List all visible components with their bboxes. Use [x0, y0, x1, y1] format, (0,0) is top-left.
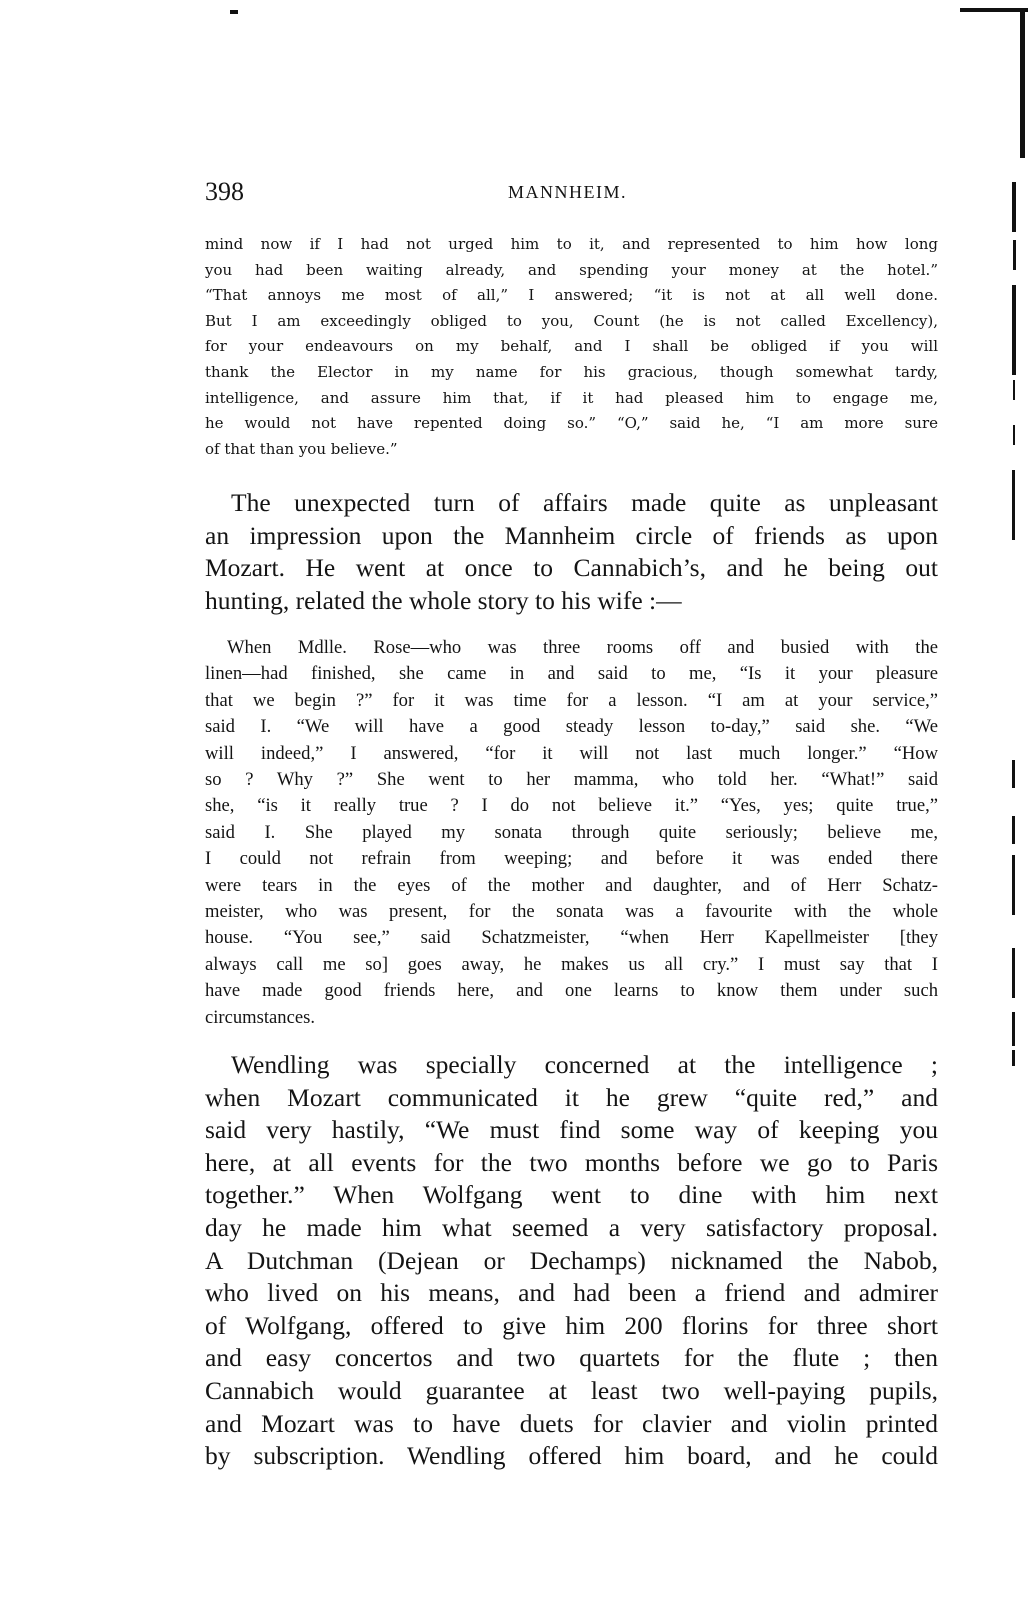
text-line: When Mdlle. Rose—who was three rooms off and busied with the: [227, 637, 938, 658]
text-line: house. “You see,” said Schatzmeister, “when Herr Kapellmeister [they: [205, 927, 938, 949]
text-line: hunting, related the whole story to his wife :—: [205, 585, 682, 615]
text-line: you had been waiting already, and spending your money at the hotel.”: [205, 260, 938, 279]
text-line: intelligence, and assure him that, if it had pleased him to engage me,: [205, 388, 938, 407]
text-line: said I. “We will have a good steady lesson to-day,” said she. “We: [205, 716, 938, 738]
text-line: will indeed,” I answered, “for it will not last much longer.” “How: [205, 742, 938, 764]
scan-edge-line-12: [1012, 1050, 1015, 1066]
body-paragraph-bottom: [205, 1049, 938, 1473]
scan-edge-corner-vertical: [1020, 8, 1025, 158]
text-line: that we begin ?” for it was time for a lesson. “I am at your service,”: [205, 689, 938, 711]
body-paragraph-middle: [205, 487, 938, 617]
text-line: of that than you believe.”: [205, 439, 398, 458]
text-line: Wendling was specially concerned at the intelligence ;: [231, 1050, 938, 1079]
quote-block-letter: [205, 635, 938, 1031]
text-line: “That annoys me most of all,” I answered; “it is not at all well done.: [205, 286, 938, 305]
text-line: said very hastily, “We must find some way of keeping you: [205, 1115, 938, 1145]
scan-edge-line-3: [1012, 285, 1016, 375]
page-number: 398: [205, 177, 244, 206]
text-line: and Mozart was to have duets for clavier and violin printed: [205, 1408, 938, 1438]
text-line: so ? Why ?” She went to her mamma, who told her. “What!” said: [205, 769, 938, 791]
text-line: circumstances.: [205, 1006, 315, 1028]
text-line: mind now if I had not urged him to it, and represented to him how long: [205, 235, 938, 253]
text-line: and easy concertos and two quartets for the flute ; then: [205, 1343, 938, 1373]
text-line: by subscription. Wendling offered him board, and he could: [205, 1441, 938, 1471]
text-line: Cannabich would guarantee at least two well-paying pupils,: [205, 1375, 938, 1405]
scan-edge-line-2: [1013, 240, 1016, 270]
text-line: were tears in the eyes of the mother and daughter, and of Herr Schatz-: [205, 874, 938, 896]
text-line: here, at all events for the two months before we go to Paris: [205, 1147, 938, 1177]
scan-edge-line-6: [1012, 470, 1015, 540]
scan-edge-line-1: [1012, 182, 1016, 232]
text-line: she, “is it really true ? I do not believe it.” “Yes, yes; quite true,”: [205, 795, 938, 817]
text-line: he would not have repented doing so.” “O,” said he, “I am more sure: [205, 414, 938, 433]
text-line: Mozart. He went at once to Cannabich’s, and he being out: [205, 553, 938, 583]
text-line: said I. She played my sonata through quite seriously; believe me,: [205, 821, 938, 843]
text-line: linen—had finished, she came in and said to me, “Is it your pleasure: [205, 663, 938, 685]
text-line: an impression upon the Mannheim circle of friends as upon: [205, 520, 938, 550]
text-line: A Dutchman (Dejean or Dechamps) nicknamed the Nabob,: [205, 1245, 938, 1275]
scan-edge-line-4: [1013, 380, 1015, 400]
scan-edge-line-8: [1012, 816, 1015, 844]
text-line: of Wolfgang, offered to give him 200 florins for three short: [205, 1310, 938, 1340]
text-line: But I am exceedingly obliged to you, Count (he is not called Excellency),: [205, 311, 938, 330]
running-title: MANNHEIM.: [508, 182, 627, 202]
text-line: meister, who was present, for the sonata was a favourite with the whole: [205, 901, 938, 923]
text-line: I could not refrain from weeping; and before it was ended there: [205, 848, 938, 870]
text-line: day he made him what seemed a very satisfactory proposal.: [205, 1212, 938, 1242]
text-line: always call me so] goes away, he makes us all cry.” I must say that I: [205, 953, 938, 975]
text-line: have made good friends here, and one learns to know them under such: [205, 980, 938, 1002]
text-line: The unexpected turn of affairs made quite as unpleasant: [231, 488, 938, 517]
text-line: who lived on his means, and had been a friend and admirer: [205, 1278, 938, 1308]
quote-block-top: [205, 232, 938, 462]
scan-edge-line-7: [1012, 760, 1015, 788]
text-line: when Mozart communicated it he grew “quite red,” and: [205, 1082, 938, 1112]
scan-edge-line-9: [1012, 855, 1015, 915]
text-line: for your endeavours on my behalf, and I shall be obliged if you will: [205, 337, 938, 356]
text-line: thank the Elector in my name for his gracious, though somewhat tardy,: [205, 362, 938, 381]
scan-edge-corner-horizontal: [960, 8, 1028, 12]
scan-edge-line-11: [1012, 1012, 1015, 1046]
text-line: together.” When Wolfgang went to dine with him next: [205, 1180, 938, 1210]
scan-edge-line-5: [1013, 425, 1015, 445]
scan-edge-line-10: [1012, 948, 1015, 998]
scan-mark-top-left: [230, 10, 238, 14]
